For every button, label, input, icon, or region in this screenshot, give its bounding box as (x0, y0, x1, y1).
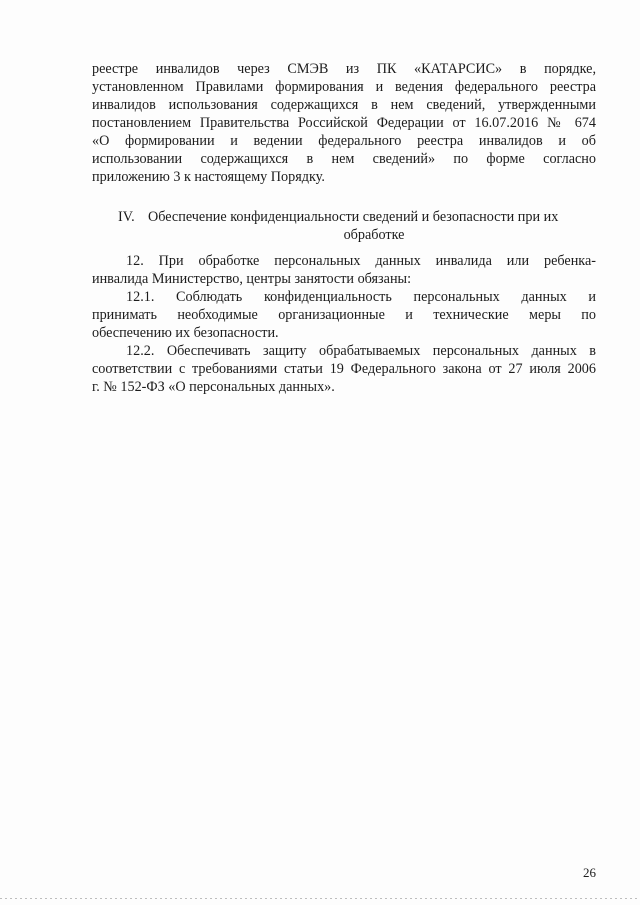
section-title-line2: обработке (343, 227, 405, 243)
paragraph-12-2-line: 12.2. Обеспечивать защиту обрабатываемых персональных данных в (126, 343, 596, 359)
text-line: постановлением Правительства Российской Федерации от 16.07.2016 № 674 (92, 115, 596, 131)
text-line: использовании содержащихся в нем сведений» по форме согласно (92, 151, 596, 167)
text-line: реестре инвалидов через СМЭВ из ПК «КАТАРСИС» в порядке, (92, 61, 596, 77)
section-title-line1: Обеспечение конфиденциальности сведений и безопасности при их (148, 209, 559, 225)
text-line: инвалидов использования содержащихся в нем сведений, утвержденными (92, 97, 596, 113)
paragraph-12-line: инвалида Министерство, центры занятости обязаны: (92, 271, 412, 287)
paragraph-12-2-line: соответствии с требованиями статьи 19 Федерального закона от 27 июля 2006 (92, 361, 596, 377)
paragraph-12-1-line: принимать необходимые организационные и технические меры по (92, 307, 596, 323)
intro-paragraph (92, 60, 596, 186)
paragraph-12-1-line: обеспечению их безопасности. (92, 325, 279, 341)
section-body (92, 252, 596, 396)
section-heading (92, 208, 596, 244)
section-number: IV. (118, 209, 135, 225)
paragraph-12-2-line: г. № 152-ФЗ «О персональных данных». (92, 379, 335, 395)
paragraph-12-1-line: 12.1. Соблюдать конфиденциальность персональных данных и (126, 289, 596, 305)
text-line: приложению 3 к настоящему Порядку. (92, 169, 325, 185)
text-line: установленном Правилами формирования и ведения федерального реестра (92, 79, 596, 95)
text-line: «О формировании и ведении федерального реестра инвалидов и об (92, 133, 596, 149)
scan-edge-divider (0, 898, 640, 899)
page-number: 26 (583, 865, 596, 880)
paragraph-12-line: 12. При обработке персональных данных инвалида или ребенка- (126, 253, 596, 269)
